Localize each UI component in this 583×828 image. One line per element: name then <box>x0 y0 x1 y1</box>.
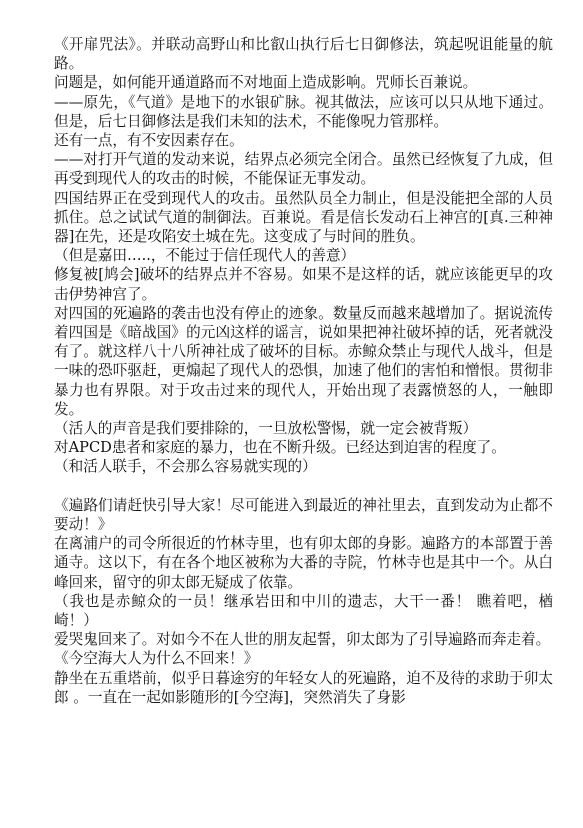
paragraph: （活人的声音是我们要排除的，一旦放松警惕，就一定会被背叛） <box>54 420 478 438</box>
paragraph: 《今空海大人为什么不回来！》 <box>54 650 259 668</box>
paragraph: 爱哭鬼回来了。对如今不在人世的朋友起誓，卯太郎为了引导遍路而奔走着。 <box>54 631 551 649</box>
paragraph: 还有一点，有不安因素存在。 <box>54 132 244 150</box>
paragraph: 四国结界正在受到现代人的攻击。虽然队员全力制止，但是没能把全部的人员抓住。总之试试气道的制御法。百兼说。看是信长发动石上神宫的[真.三种神器]在先，还是攻陷安土城在先。这变成了与时间的胜负。 <box>54 189 553 246</box>
blank-line <box>54 477 553 496</box>
paragraph: （我也是赤鲸众的一员！继承岩田和中川的遗志，大干一番！ 瞧着吧，楢崎！） <box>54 592 553 630</box>
paragraph: 对APCD患者和家庭的暴力，也在不断升级。已经达到迫害的程度了。 <box>54 439 506 457</box>
paragraph: 在离浦户的司令所很近的竹林寺里，也有卯太郎的身影。遍路方的本部置于善通寺。这以下，有在各个地区被称为大番的寺院，竹林寺也是其中一个。从白峰回来，留守的卯太郎无疑成了依靠。 <box>54 535 553 591</box>
paragraph: 《开扉咒法》。并联动高野山和比叡山执行后七日御修法，筑起呪诅能量的航路。 <box>54 36 553 73</box>
paragraph: 静坐在五重塔前，似乎日暮途穷的年轻女人的死遍路，迫不及待的求助于卯太郎 。一直在一起如影随形的[今空海]，突然消失了身影 <box>54 669 553 706</box>
paragraph: 问题是，如何能开通道路而不对地面上造成影响。咒师长百兼说。 <box>54 74 478 92</box>
paragraph: ——对打开气道的发动来说，结界点必须完全闭合。虽然已经恢复了九成，但再受到现代人的攻击的时候，不能保证无事发动。 <box>54 151 553 188</box>
paragraph: 《遍路们请赶快引导大家！尽可能进入到最近的神社里去，直到发动为止都不要动！》 <box>54 496 553 534</box>
paragraph: 修复被[鸠会]破坏的结界点并不容易。如果不是这样的话，就应该能更早的攻击伊势神宫了。 <box>54 266 553 303</box>
paragraph: ——原先，《气道》是地下的水银矿脉。视其做法，应该可以只从地下通过。但是，后七日御修法是我们未知的法术，不能像呪力管那样。 <box>54 93 553 130</box>
paragraph: （但是嘉田…..，不能过于信任现代人的善意） <box>54 247 356 265</box>
paragraph: 对四国的死遍路的袭击也没有停止的迹象。数量反而越来越增加了。据说流传着四国是《暗战国》的元凶这样的谣言，说如果把神社破坏掉的话，死者就没有了。就这样八十八所神社成了破坏的目标。赤鲸众禁止与现代人战斗，但是一味的恐吓驱赶，更煽起了现代人的恐惧，加速了他们的害怕和憎恨。贯彻非暴力也有界限。对于攻击过来的现代人，开始出现了表露愤怒的人，一触即发。 <box>54 304 553 418</box>
paragraph: （和活人联手，不会那么容易就实现的） <box>54 458 317 476</box>
